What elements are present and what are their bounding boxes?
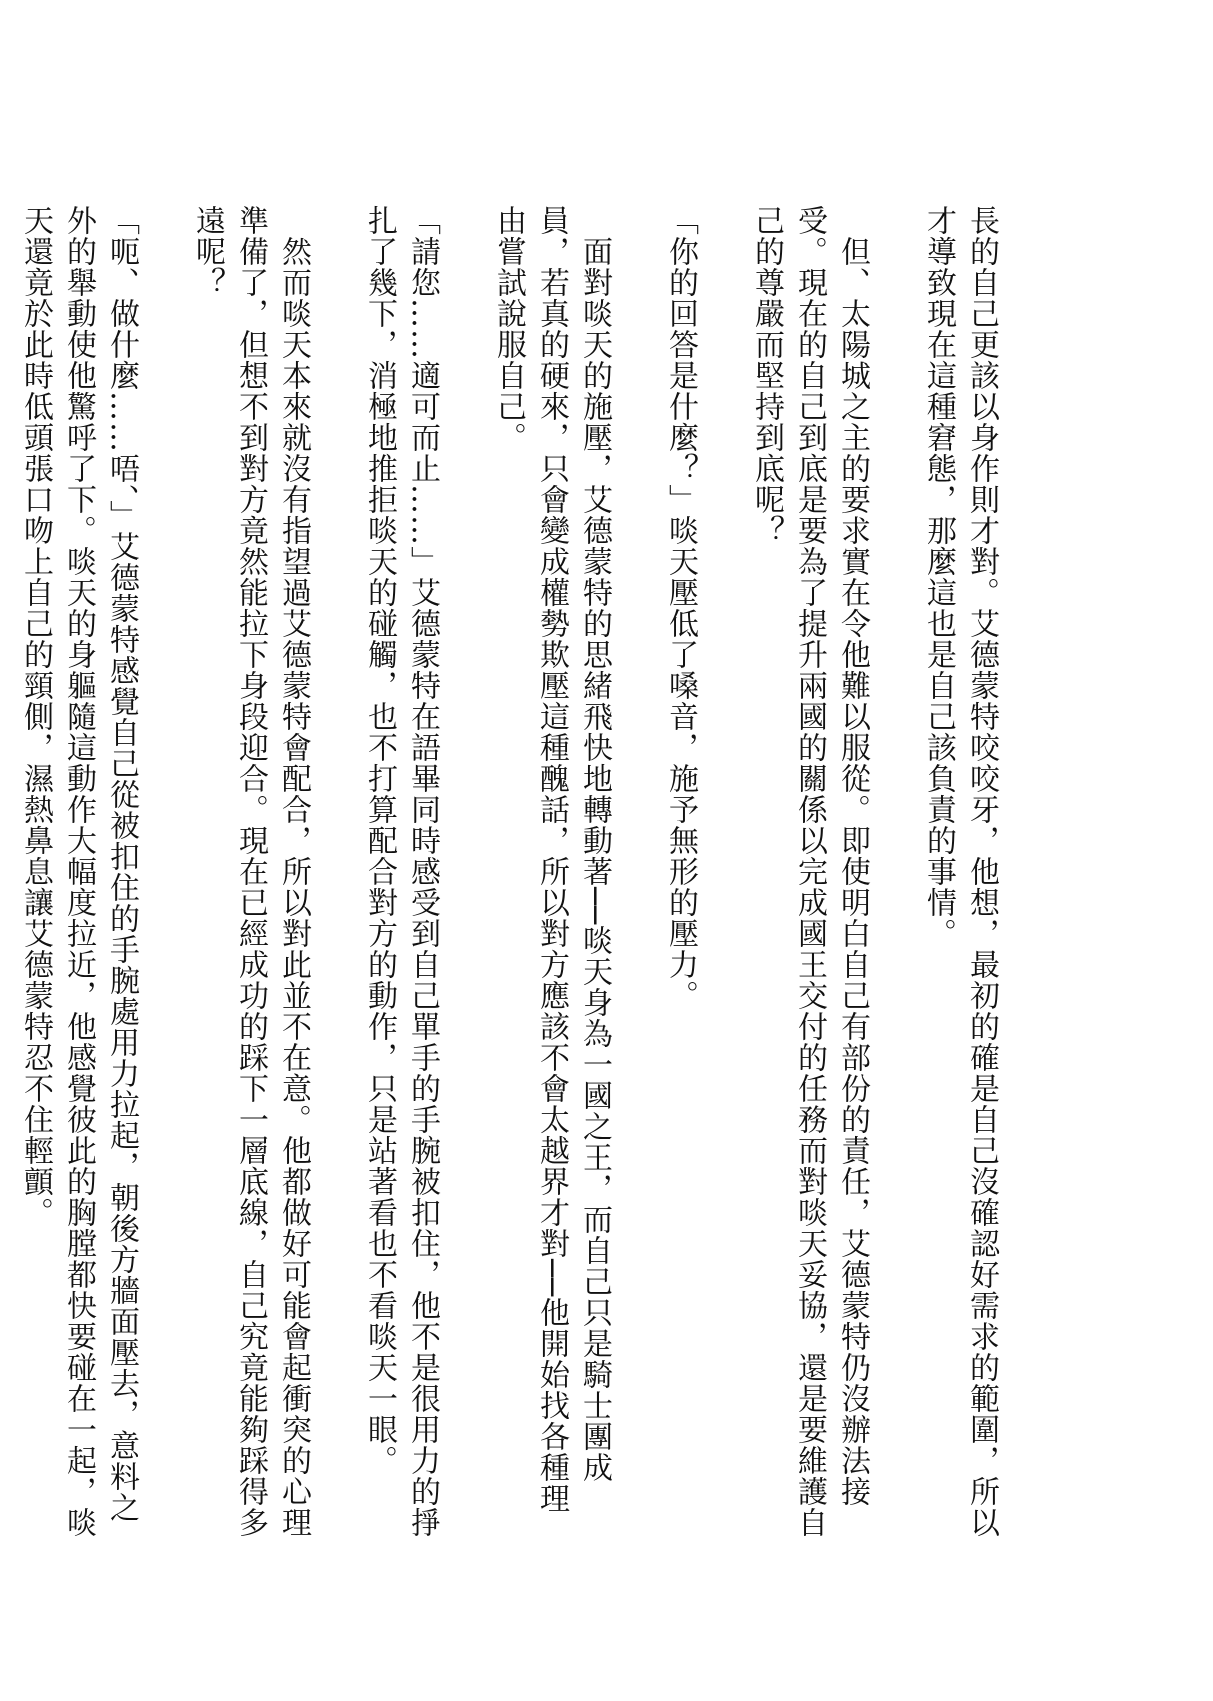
- paragraph-gap: [444, 205, 487, 1545]
- paragraph-gap: [616, 205, 659, 1545]
- paragraph-gap: [874, 205, 917, 1545]
- vertical-text-body: [0, 205, 1003, 1545]
- paragraph-5: 「請您……適可而止……」艾德蒙特在語畢同時感受到自己單手的手腕被扣住，他不是很用力的掙扎了幾下，消極地推拒啖天的碰觸，也不打算配合對方的動作，只是站著看也不看啖天一眼。: [362, 205, 440, 1538]
- paragraph-2: 但、太陽城之主的要求實在令他難以服從。即使明白自己有部份的責任，艾德蒙特仍沒辦法接受。現在的自己到底是要為了提升兩國的關係以完成國王交付的任務而對啖天妥協，還是要維護自己的尊嚴而堅持到底呢？: [749, 205, 870, 1538]
- paragraph-6: 然而啖天本來就沒有指望過艾德蒙特會配合，所以對此並不在意。他都做好可能會起衝突的心理準備了，但想不到對方竟然能拉下身段迎合。現在已經成功的踩下一層底線，自己究竟能夠踩得多遠呢？: [190, 205, 311, 1538]
- paragraph-gap: [143, 205, 186, 1545]
- paragraph-gap: [0, 205, 14, 1545]
- paragraph-7: 「呃、做什麼……唔、」艾德蒙特感覺自己從被扣住的手腕處用力拉起，朝後方牆面壓去，意料之外的舉動使他驚呼了下。啖天的身軀隨這動作大幅度拉近，他感覺彼此的胸膛都快要碰在一起，啖天還竟於此時低頭張口吻上自己的頸側，濕熱鼻息讓艾德蒙特忍不住輕顫。: [18, 205, 139, 1538]
- paragraph-1: 長的自己更該以身作則才對。艾德蒙特咬咬牙，他想，最初的確是自己沒確認好需求的範圍，所以才導致現在這種窘態，那麼這也是自己該負責的事情。: [921, 205, 999, 1538]
- paragraph-gap: [702, 205, 745, 1545]
- paragraph-4: 面對啖天的施壓，艾德蒙特的思緒飛快地轉動著──啖天身為一國之王，而自己只是騎士團成員，若真的硬來，只會變成權勢欺壓這種醜話，所以對方應該不會太越界才對──他開始找各種理由嘗試說服自己。: [491, 205, 612, 1515]
- paragraph-3: 「你的回答是什麼？」啖天壓低了嗓音，施予無形的壓力。: [663, 205, 698, 1011]
- paragraph-gap: [315, 205, 358, 1545]
